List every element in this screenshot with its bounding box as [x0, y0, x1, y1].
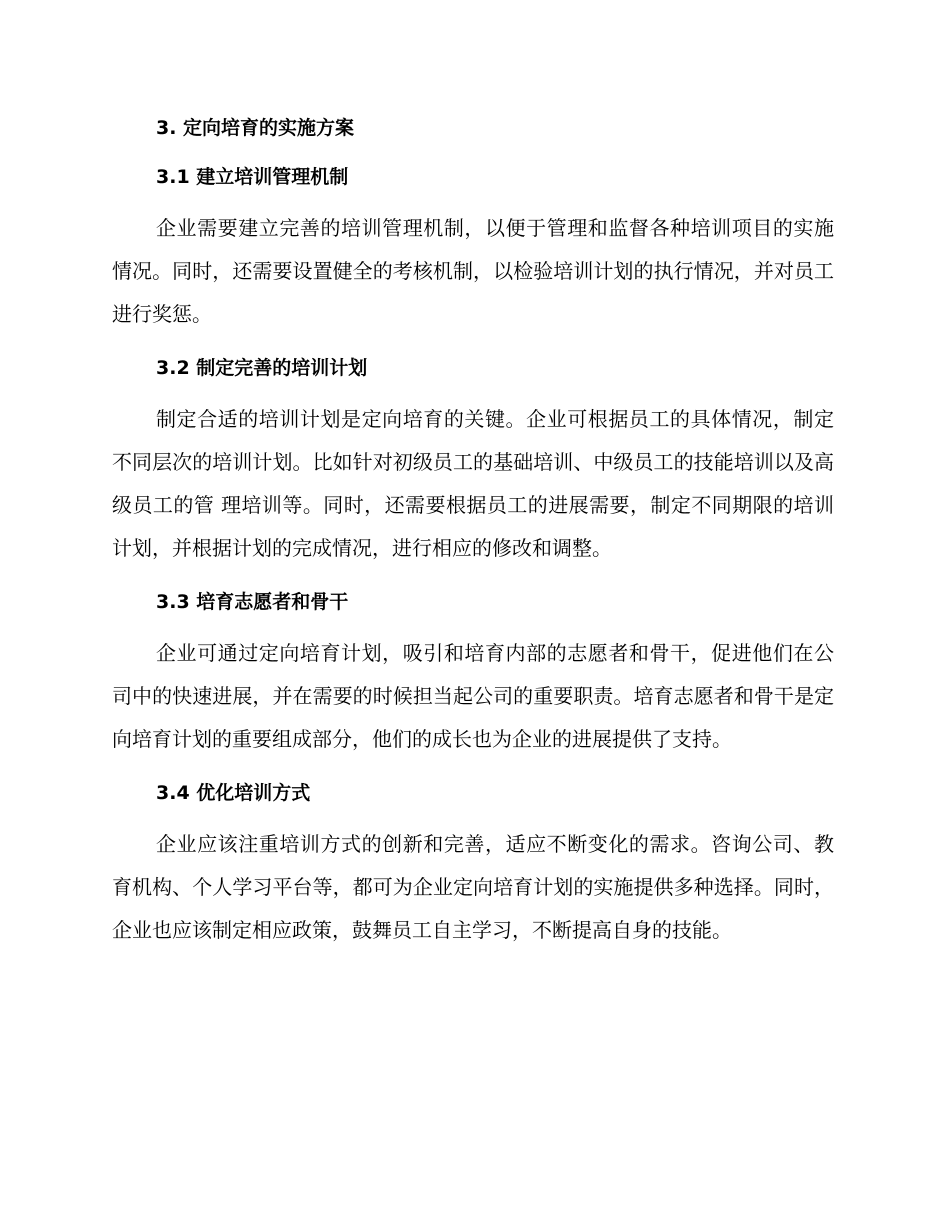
spacer	[112, 336, 834, 352]
subsection-body-3-1: 企业需要建立完善的培训管理机制，以便于管理和监督各种培训项目的实施情况。同时，还需要设置健全的考核机制，以检验培训计划的执行情况，并对员工进行奖惩。	[112, 216, 834, 326]
spacer	[112, 193, 834, 207]
subsection-title-3-3: 3.3 培育志愿者和骨干	[156, 591, 349, 613]
spacer	[112, 618, 834, 632]
subsection-title-3-4: 3.4 优化培训方式	[156, 782, 311, 804]
subsection-body-3-3: 企业可通过定向培育计划，吸引和培育内部的志愿者和骨干，促进他们在公司中的快速进展，并在需要的时候担当起公司的重要职责。培育志愿者和骨干是定向培育计划的重要组成部分，他们的成长也为企业的进展提供了支持。	[112, 641, 834, 751]
subsection-body-3-4: 企业应该注重培训方式的创新和完善，适应不断变化的需求。咨询公司、教育机构、个人学习平台等，都可为企业定向培育计划的实施提供多种选择。同时，企业也应该制定相应政策，鼓舞员工自主学习，不断提高自身的技能。	[112, 832, 834, 942]
section-title: 3. 定向培育的实施方案	[156, 117, 355, 139]
spacer	[112, 384, 834, 398]
spacer	[112, 144, 834, 161]
spacer	[112, 809, 834, 823]
spacer	[112, 570, 834, 586]
subsection-title-3-1: 3.1 建立培训管理机制	[156, 166, 349, 188]
subsection-title-3-2: 3.2 制定完善的培训计划	[156, 357, 368, 379]
subsection-body-3-2: 制定合适的培训计划是定向培育的关键。企业可根据员工的具体情况，制定不同层次的培训计划。比如针对初级员工的基础培训、中级员工的技能培训以及高级员工的管 理培训等。同时，还需要根据员工的进展需要，制定不同期限的培训计划，并根据计划的完成情况，进行相应的修改和调整。	[112, 407, 834, 560]
spacer	[112, 761, 834, 777]
